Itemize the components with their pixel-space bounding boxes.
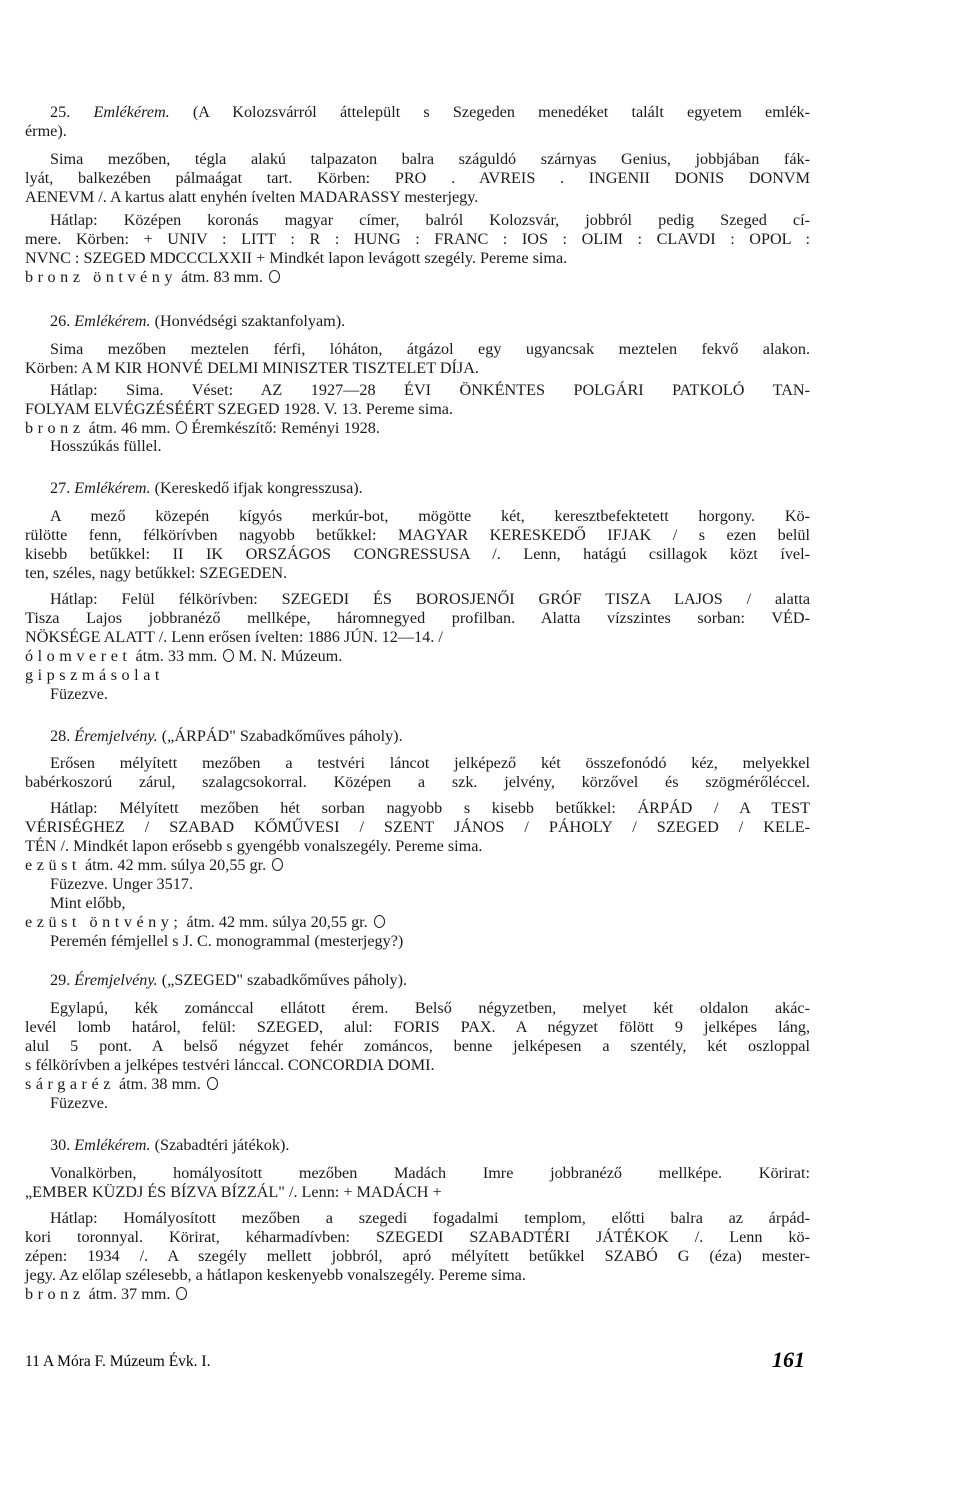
entry-25-line-9 xyxy=(25,268,280,287)
entry-28-line-7 xyxy=(25,856,283,875)
line-text: 26. Emlékérem. (Honvédségi szaktanfolyam). xyxy=(50,312,346,330)
entry-25-line-1 xyxy=(50,103,810,122)
line-text: Füzezve. Unger 3517. xyxy=(50,875,193,893)
entry-30-line-5 xyxy=(25,1228,810,1247)
entry-25-line-7 xyxy=(25,230,810,249)
line-text: kori toronnyal. Körirat, kéharmadívben: SZEGEDI SZABADTÉRI JÁTÉKOK /. Lenn kö- xyxy=(25,1228,810,1246)
entry-27-line-3 xyxy=(25,526,810,545)
circle-symbol-icon xyxy=(269,270,280,283)
entry-26-line-2 xyxy=(50,340,810,359)
entry-29-line-4 xyxy=(25,1037,810,1056)
line-text: A mező közepén kígyós merkúr-bot, mögötte két, keresztbefektetett horgony. Kö- xyxy=(50,507,810,525)
entry-29-line-6 xyxy=(25,1075,218,1094)
entry-30-line-6 xyxy=(25,1247,810,1266)
page-number: 161 xyxy=(772,1347,805,1372)
line-text: ólomveret átm. 33 mm. xyxy=(25,647,218,665)
line-text: Füzezve. xyxy=(50,1094,108,1112)
entry-28-line-1 xyxy=(50,727,403,746)
entry-27-line-5 xyxy=(25,564,287,583)
entry-30-line-8 xyxy=(25,1285,187,1304)
entry-28-line-2 xyxy=(50,754,810,773)
entry-27-line-6 xyxy=(50,590,810,609)
entry-30-line-4 xyxy=(50,1209,810,1228)
entry-27-line-1 xyxy=(50,479,363,498)
line-text: babérkoszorú zárul, szalagcsokorral. Középen a szk. jelvény, körzővel és szögmérőléccel. xyxy=(25,773,810,791)
line-text: bronz átm. 46 mm. xyxy=(25,419,171,437)
line-text: alul 5 pont. A belső négyzet fehér zománcos, benne jelképesen a szentély, két oszloppal xyxy=(25,1037,810,1055)
line-text: sárgaréz átm. 38 mm. xyxy=(25,1075,201,1093)
line-text: levél lomb határol, felül: SZEGED, alul: FORIS PAX. A négyzet fölött 9 jelképes láng, xyxy=(25,1018,810,1036)
line-text: rülötte fenn, félkörívben nagyobb betűkkel: MAGYAR KERESKEDŐ IFJAK / s ezen belül xyxy=(25,526,810,544)
line-text: NÖKSÉGE ALATT /. Lenn erősen ívelten: 1886 JÚN. 12—14. / xyxy=(25,628,443,646)
entry-29-line-3 xyxy=(25,1018,810,1037)
line-text: zépen: 1934 /. A szegély mellett jobbról, apró mélyített betűkkel SZABÓ G (éza) mester- xyxy=(25,1247,810,1265)
line-text: ezüst átm. 42 mm. súlya 20,55 gr. xyxy=(25,856,267,874)
line-text: Sima mezőben, tégla alakú talpazaton balra száguldó szárnyas Genius, jobbjában fák- xyxy=(50,150,810,168)
entry-27-line-10 xyxy=(25,666,164,685)
entry-25-line-5 xyxy=(25,188,478,207)
line-text: mere. Körben: + UNIV : LITT : R : HUNG : FRANC : IOS : OLIM : CLAVDI : OPOL : xyxy=(25,230,810,248)
entry-26-line-3 xyxy=(25,359,479,378)
footer-source: 11 A Móra F. Múzeum Évk. I. xyxy=(25,1353,211,1370)
line-text: Körben: A M KIR HONVÉ DELMI MINISZTER TISZTELET DÍJA. xyxy=(25,359,479,377)
entry-26-line-1 xyxy=(50,312,345,331)
entry-29-line-2 xyxy=(50,999,810,1018)
line-text: Füzezve. xyxy=(50,685,108,703)
line-text: Peremén fémjellel s J. C. monogrammal (mesterjegy?) xyxy=(50,932,404,950)
entry-30-line-7 xyxy=(25,1266,526,1285)
entry-27-line-7 xyxy=(25,609,810,628)
line-suffix: M. N. Múzeum. xyxy=(234,647,343,665)
entry-27-line-2 xyxy=(50,507,810,526)
line-text: 27. Emlékérem. (Kereskedő ifjak kongresszusa). xyxy=(50,479,363,497)
line-text: jegy. Az előlap szélesebb, a hátlapon keskenyebb vonalszegély. Pereme sima. xyxy=(25,1266,526,1284)
entry-25-line-3 xyxy=(50,150,810,169)
entry-27-line-11 xyxy=(50,685,108,704)
entry-28-line-8 xyxy=(50,875,193,894)
entry-30-line-2 xyxy=(50,1164,810,1183)
line-text: TÉN /. Mindkét lapon erősebb s gyengébb vonalszegély. Pereme sima. xyxy=(25,837,483,855)
line-text: bronz öntvény átm. 83 mm. xyxy=(25,268,263,286)
entry-29-line-5 xyxy=(25,1056,435,1075)
line-suffix: Éremkészítő: Reményi 1928. xyxy=(187,419,380,437)
line-text: bronz átm. 37 mm. xyxy=(25,1285,171,1303)
line-text: lyát, balkezében pálmaágat tart. Körben: PRO . AVREIS . INGENII DONIS DONVM xyxy=(25,169,810,187)
entry-28-line-10 xyxy=(25,913,385,932)
entry-28-line-4 xyxy=(50,799,810,818)
line-text: s félkörívben a jelképes testvéri lánccal. CONCORDIA DOMI. xyxy=(25,1056,435,1074)
entry-26-line-5 xyxy=(25,400,453,419)
entry-26-line-6 xyxy=(25,419,380,438)
line-text: ezüst öntvény; átm. 42 mm. súlya 20,55 gr. xyxy=(25,913,368,931)
line-text: Erősen mélyített mezőben a testvéri láncot jelképező két összefonódó kéz, melyekkel xyxy=(50,754,810,772)
line-text: „EMBER KÜZDJ ÉS BÍZVA BÍZZÁL" /. Lenn: + MADÁCH + xyxy=(25,1183,442,1201)
line-text: Vonalkörben, homályosított mezőben Madách Imre jobbranéző mellképe. Körirat: xyxy=(50,1164,810,1182)
circle-symbol-icon xyxy=(207,1077,218,1090)
line-text: érme). xyxy=(25,122,67,140)
entry-28-line-5 xyxy=(25,818,810,837)
line-text: ten, széles, nagy betűkkel: SZEGEDEN. xyxy=(25,564,288,582)
line-text: Hátlap: Mélyített mezőben hét sorban nagyobb s kisebb betűkkel: ÁRPÁD / A TEST xyxy=(50,799,810,817)
line-text: 25. Emlékérem. (A Kolozsvárról áttelepült s Szegeden menedéket talált egyetem emlék- xyxy=(50,103,810,121)
entry-27-line-4 xyxy=(25,545,810,564)
circle-symbol-icon xyxy=(176,1287,187,1300)
entry-28-line-6 xyxy=(25,837,482,856)
entry-30-line-3 xyxy=(25,1183,442,1202)
line-text: Mint előbb, xyxy=(50,894,126,912)
line-text: gipszmásolat xyxy=(25,666,164,684)
line-text: Hátlap: Középen koronás magyar címer, balról Kolozsvár, jobbról pedig Szeged cí- xyxy=(50,211,810,229)
entry-29-line-1 xyxy=(50,971,407,990)
line-text: AENEVM /. A kartus alatt enyhén ívelten MADARASSY mesterjegy. xyxy=(25,188,479,206)
line-text: Hátlap: Homályosított mezőben a szegedi fogadalmi templom, előtti balra az árpád- xyxy=(50,1209,810,1227)
entry-30-line-1 xyxy=(50,1136,289,1155)
entry-28-line-9 xyxy=(50,894,126,913)
line-text: 29. Éremjelvény. („SZEGED" szabadkőműves páholy). xyxy=(50,971,408,989)
circle-symbol-icon xyxy=(374,915,385,928)
circle-symbol-icon xyxy=(223,649,234,662)
entry-28-line-3 xyxy=(25,773,810,792)
entry-26-line-7 xyxy=(50,437,162,456)
line-text: 30. Emlékérem. (Szabadtéri játékok). xyxy=(50,1136,290,1154)
line-text: VÉRISÉGHEZ / SZABAD KŐMŰVESI / SZENT JÁNOS / PÁHOLY / SZEGED / KELE- xyxy=(25,818,810,836)
line-text: 28. Éremjelvény. („ÁRPÁD" Szabadkőműves páholy). xyxy=(50,727,403,745)
line-text: Tisza Lajos jobbranéző mellképe, háromnegyed profilban. Alatta vízszintes sorban: VÉD- xyxy=(25,609,810,627)
line-text: FOLYAM ELVÉGZÉSÉÉRT SZEGED 1928. V. 13. Pereme sima. xyxy=(25,400,454,418)
line-text: Egylapú, kék zománccal ellátott érem. Belső négyzetben, melyet két oldalon akác- xyxy=(50,999,810,1017)
line-text: Hosszúkás füllel. xyxy=(50,437,162,455)
line-text: Hátlap: Felül félkörívben: SZEGEDI ÉS BOROSJENŐI GRÓF TISZA LAJOS / alatta xyxy=(50,590,810,608)
circle-symbol-icon xyxy=(272,858,283,871)
line-text: Hátlap: Sima. Véset: AZ 1927—28 ÉVI ÖNKÉNTES POLGÁRI PATKOLÓ TAN- xyxy=(50,381,810,399)
circle-symbol-icon xyxy=(176,421,187,434)
entry-28-line-11 xyxy=(50,932,403,951)
entry-25-line-8 xyxy=(25,249,567,268)
line-text: NVNC : SZEGED MDCCCLXXII + Mindkét lapon levágott szegély. Pereme sima. xyxy=(25,249,568,267)
line-text: Sima mezőben meztelen férfi, lóháton, átgázol egy ugyancsak meztelen fekvő alakon. xyxy=(50,340,810,358)
line-text: kisebb betűkkel: II IK ORSZÁGOS CONGRESSUSA /. Lenn, hatágú csillagok közt ível- xyxy=(25,545,810,563)
entry-29-line-7 xyxy=(50,1094,108,1113)
entry-25-line-4 xyxy=(25,169,810,188)
entry-25-line-2 xyxy=(25,122,67,141)
entry-25-line-6 xyxy=(50,211,810,230)
entry-27-line-9 xyxy=(25,647,342,666)
entry-27-line-8 xyxy=(25,628,443,647)
entry-26-line-4 xyxy=(50,381,810,400)
